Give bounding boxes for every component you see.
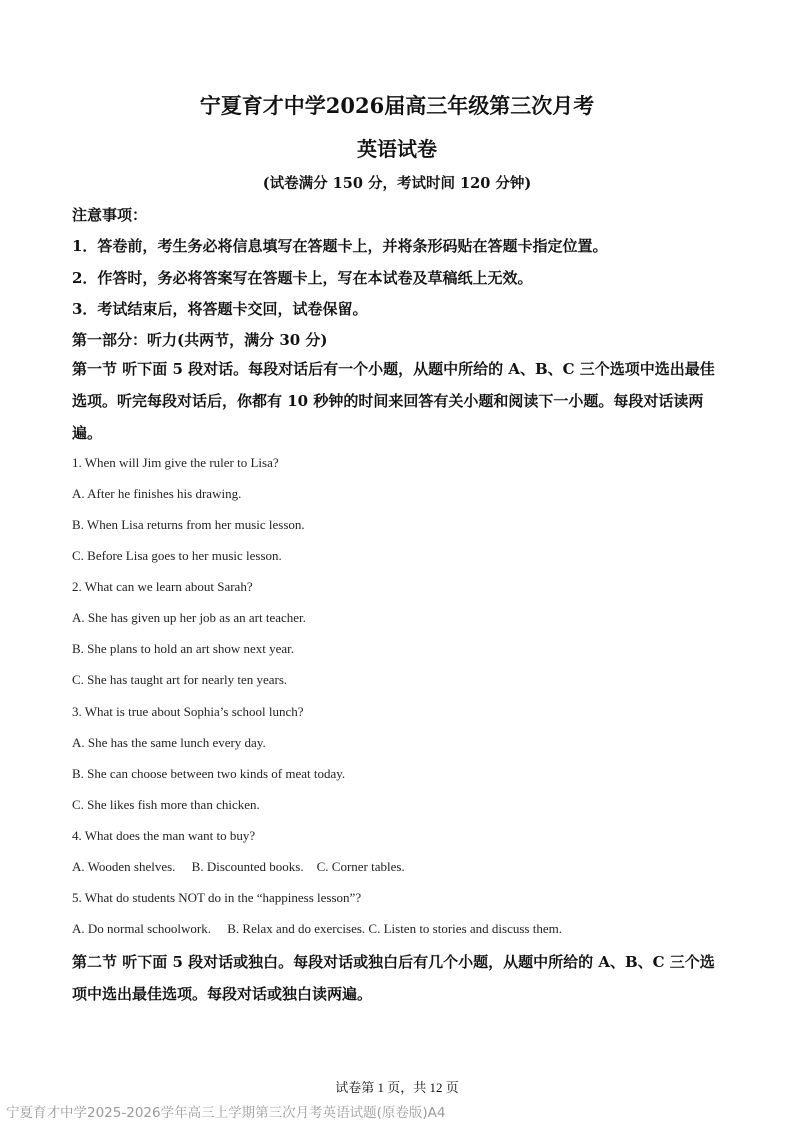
question-3: 3. What is true about Sophia’s school lunch? xyxy=(72,704,304,719)
notice-item-3: 3．考试结束后，将答题卡交回，试卷保留。 xyxy=(72,300,368,318)
option-2c: C. She has taught art for nearly ten years. xyxy=(72,672,288,687)
option-2a: A. She has given up her job as an art teacher. xyxy=(72,610,306,625)
question-2: 2. What can we learn about Sarah? xyxy=(72,579,253,594)
option-3b: B. She can choose between two kinds of meat today. xyxy=(72,766,346,781)
options-4: A. Wooden shelves. B. Discounted books. C. Corner tables. xyxy=(72,859,405,874)
notice-heading: 注意事项： xyxy=(72,206,148,224)
question-5: 5. What do students NOT do in the “happiness lesson”? xyxy=(72,890,362,905)
section1-instructions: 第一节 听下面 5 段对话。每段对话后有一个小题，从题中所给的 A、B、C 三个选项中选出最佳选项。听完每段对话后，你都有 10 秒钟的时间来回答有关小题和阅读下一小题。每段对话读两遍。 xyxy=(72,360,715,442)
notice-item-1: 1．答卷前，考生务必将信息填写在答题卡上，并将条形码贴在答题卡指定位置。 xyxy=(72,237,608,255)
exam-info: (试卷满分 150 分，考试时间 120 分钟) xyxy=(262,175,532,192)
notice-item-2: 2．作答时，务必将答案写在答题卡上，写在本试卷及草稿纸上无效。 xyxy=(72,269,533,287)
options-5: A. Do normal schoolwork. B. Relax and do exercises. C. Listen to stories and discuss them. xyxy=(72,921,562,936)
question-1: 1. When will Jim give the ruler to Lisa? xyxy=(72,455,279,470)
option-3a: A. She has the same lunch every day. xyxy=(72,735,266,750)
option-3c: C. She likes fish more than chicken. xyxy=(72,797,260,812)
option-1c: C. Before Lisa goes to her music lesson. xyxy=(72,548,282,563)
option-2b: B. She plans to hold an art show next year. xyxy=(72,641,295,656)
document-watermark: 宁夏育才中学2025-2026学年高三上学期第三次月考英语试题(原卷版)A4 xyxy=(6,1105,446,1121)
part1-heading: 第一部分：听力(共两节，满分 30 分) xyxy=(72,331,328,349)
option-1a: A. After he finishes his drawing. xyxy=(72,486,242,501)
page-number: 试卷第 1 页，共 12 页 xyxy=(335,1080,459,1095)
exam-subtitle: 英语试卷 xyxy=(357,137,437,161)
section2-instructions: 第二节 听下面 5 段对话或独白。每段对话或独白后有几个小题，从题中所给的 A、B、C 三个选项中选出最佳选项。每段对话或独白读两遍。 xyxy=(72,953,715,1003)
option-1b: B. When Lisa returns from her music lesson. xyxy=(72,517,305,532)
question-4: 4. What does the man want to buy? xyxy=(72,828,256,843)
exam-title: 宁夏育才中学2026届高三年级第三次月考 xyxy=(199,93,595,118)
